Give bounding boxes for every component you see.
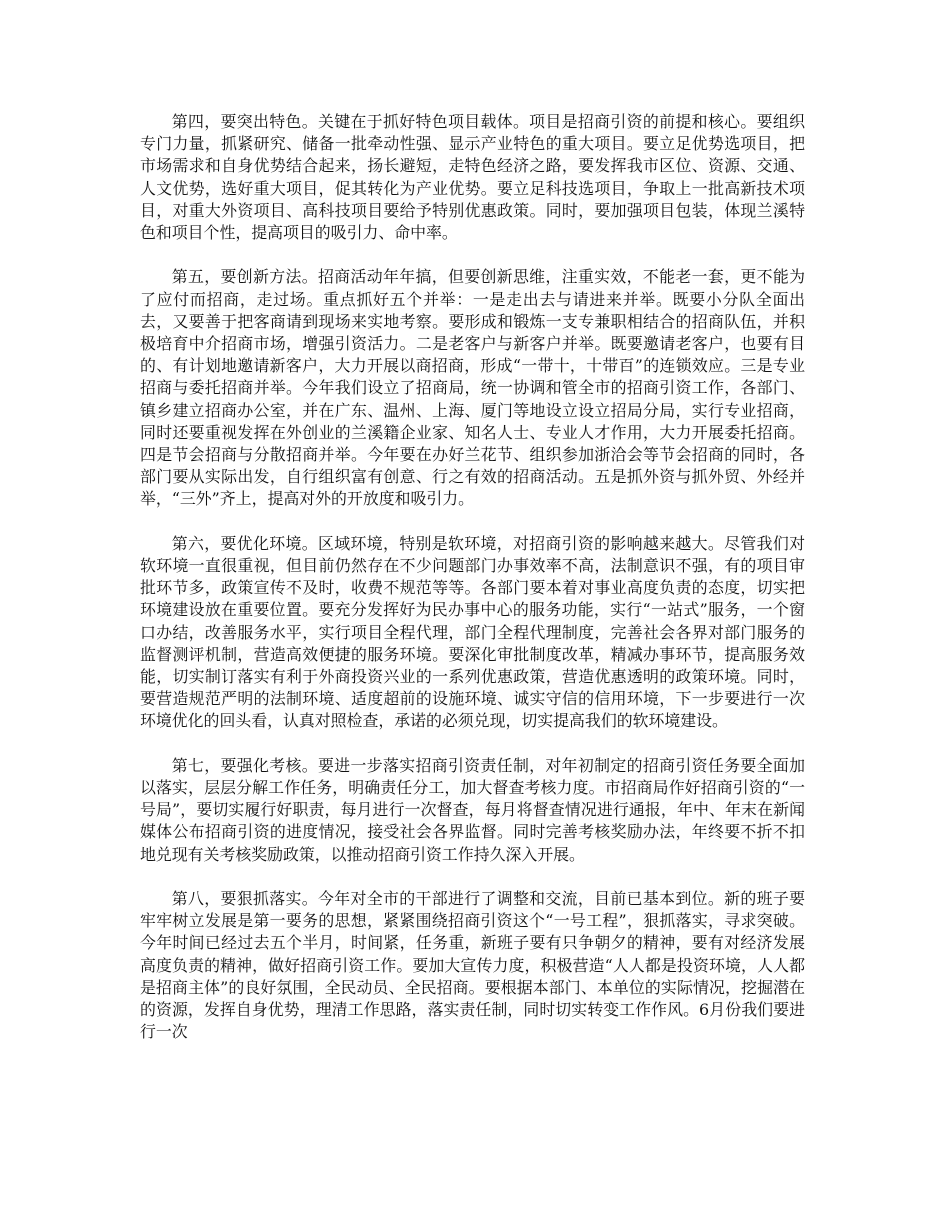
document-body — [140, 111, 805, 1066]
paragraph-fourth-feature: 第四，要突出特色。关键在于抓好特色项目载体。项目是招商引资的前提和核心。要组织专门力量，抓紧研究、储备一批牵动性强、显示产业特色的重大项目。要立足优势选项目，把市场需求和自身优势结合起来，扬长避短，走特色经济之路，要发挥我市区位、资源、交通、人文优势，选好重大项目，促其转化为产业优势。要立足科技选项目，争取上一批高新技术项目，对重大外资项目、高科技项目要给予特别优惠政策。同时，要加强项目包装，体现兰溪特色和项目个性，提高项目的吸引力、命中率。 — [140, 112, 805, 243]
paragraph-sixth-environment: 第六，要优化环境。区域环境，特别是软环境，对招商引资的影响越来越大。尽管我们对软环境一直很重视，但目前仍然存在不少问题部门办事效率不高，法制意识不强，有的项目审批环节多，政策宣传不及时，收费不规范等等。各部门要本着对事业高度负责的态度，切实把环境建设放在重要位置。要充分发挥好为民办事中心的服务功能，实行“一站式”服务，一个窗口办结，改善服务水平，实行项目全程代理，部门全程代理制度，完善社会各界对部门服务的监督测评机制，营造高效便捷的服务环境。要深化审批制度改革，精减办事环节，提高服务效能，切实制订落实有利于外商投资兴业的一系列优惠政策，营造优惠透明的政策环境。同时，要营造规范严明的法制环境、适度超前的设施环境、诚实守信的信用环境，下一步要进行一次环境优化的回头看，认真对照检查，承诺的必须兑现，切实提高我们的软环境建设。 — [140, 533, 805, 731]
paragraph-eighth-implementation: 第八，要狠抓落实。今年对全市的干部进行了调整和交流，目前已基本到位。新的班子要牢牢树立发展是第一要务的思想，紧紧围绕招商引资这个“一号工程”，狠抓落实，寻求突破。今年时间已经过去五个半月，时间紧，任务重，新班子要有只争朝夕的精神，要有对经济发展高度负责的精神，做好招商引资工作。要加大宣传力度，积极营造“人人都是投资环境，人人都是招商主体”的良好氛围，全民动员、全民招商。要根据本部门、本单位的实际情况，挖掘潜在的资源，发挥自身优势，理清工作思路，落实责任制，同时切实转变工作作风。6月份我们要进行一次 — [140, 889, 805, 1042]
paragraph-fifth-methods: 第五，要创新方法。招商活动年年搞，但要创新思维，注重实效，不能老一套，更不能为了应付而招商，走过场。重点抓好五个并举：一是走出去与请进来并举。既要小分队全面出去，又要善于把客商请到现场来实地考察。要形成和锻炼一支专兼职相结合的招商队伍，并积极培育中介招商市场，增强引资活力。二是老客户与新客户并举。既要邀请老客户，也要有目的、有计划地邀请新客户，大力开展以商招商，形成“一带十，十带百”的连锁效应。三是专业招商与委托招商并举。今年我们设立了招商局，统一协调和管全市的招商引资工作，各部门、镇乡建立招商办公室，并在广东、温州、上海、厦门等地设立设立招局分局，实行专业招商，同时还要重视发挥在外创业的兰溪籍企业家、知名人士、专业人才作用，大力开展委托招商。四是节会招商与分散招商并举。今年要在办好兰花节、组织参加浙洽会等节会招商的同时，各部门要从实际出发，自行组织富有创意、行之有效的招商活动。五是抓外资与抓外贸、外经并举，“三外”齐上，提高对外的开放度和吸引力。 — [140, 267, 805, 509]
paragraph-seventh-assessment: 第七，要强化考核。要进一步落实招商引资责任制，对年初制定的招商引资任务要全面加以落实，层层分解工作任务，明确责任分工，加大督查考核力度。市招商局作好招商引资的“一号局”，要切实履行好职责，每月进行一次督查，每月将督查情况进行通报，年中、年末在新闻媒体公布招商引资的进度情况，接受社会各界监督。同时完善考核奖励办法，年终要不折不扣地兑现有关考核奖励政策，以推动招商引资工作持久深入开展。 — [140, 755, 805, 864]
